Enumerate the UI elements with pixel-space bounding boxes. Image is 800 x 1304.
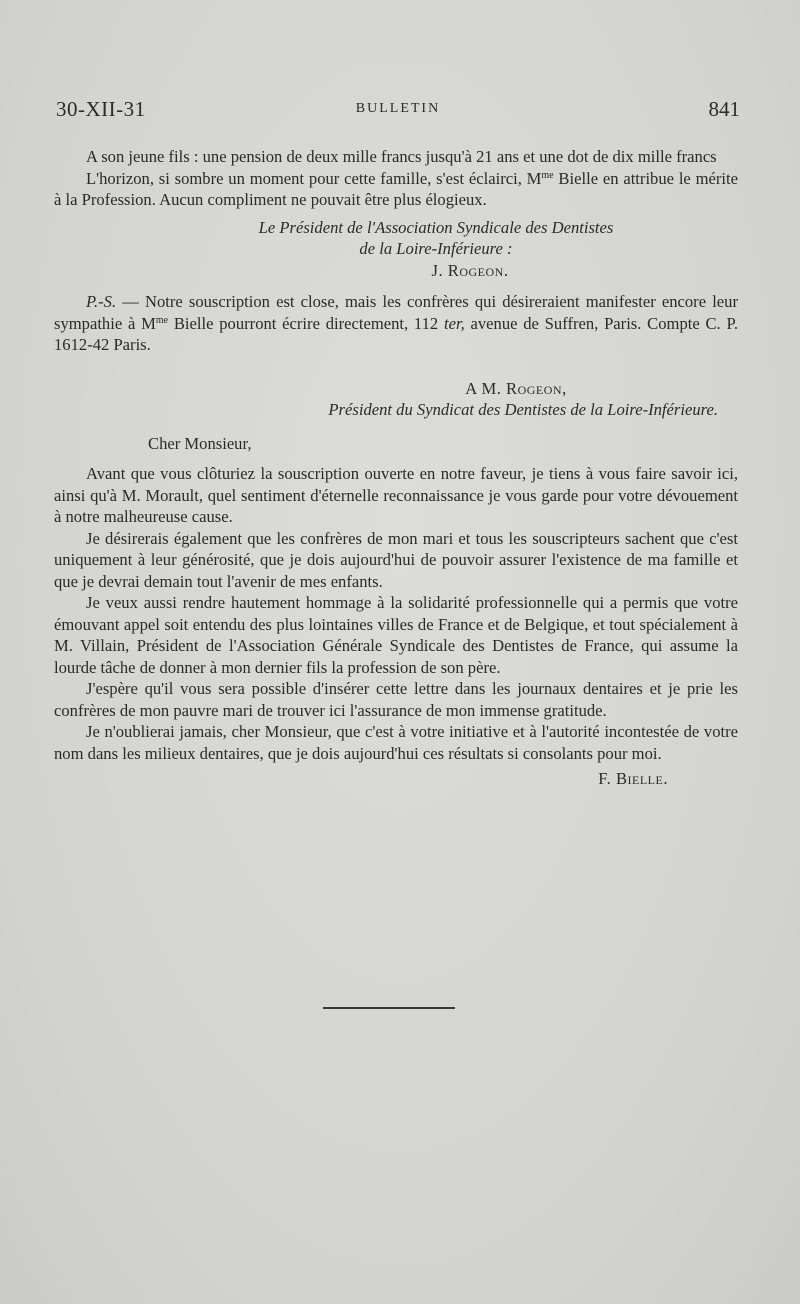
president-name: J. Rogeon.: [431, 260, 509, 280]
president-signature-line-2: de la Loire-Inférieure :: [359, 239, 513, 258]
running-header: [56, 97, 740, 127]
letter-paragraph: J'espère qu'il vous sera possible d'insérer cette lettre dans les journaux dentaires et je prie les confrères de mon pauvre mari de trouver ici l'assurance de mon immense gratitude.: [54, 679, 738, 720]
addressee-title: Président du Syndicat des Dentistes de la Loire-Inférieure.: [328, 400, 718, 419]
signature: F. Bielle.: [598, 769, 668, 788]
page-body: [54, 146, 738, 790]
letter-paragraph: Je désirerais également que les confrères de mon mari et tous les souscripteurs sachent que c'est uniquement à leur générosité, que je dois aujourd'hui de pouvoir assurer l'existence de ma famille et que je devrai demain tout l'avenir de mes enfants.: [54, 528, 738, 591]
header-date: 30-XII-31: [56, 97, 146, 121]
paragraph-pension: A son jeune fils : une pension de deux mille francs jusqu'à 21 ans et une dot de dix mille francs: [86, 147, 717, 166]
salutation: Cher Monsieur,: [148, 433, 252, 453]
letter-paragraph: Je veux aussi rendre hautement hommage à la solidarité professionnelle qui a permis que votre émouvant appel soit entendu des plus lointaines villes de France et de Belgique, et tout spécialement à M. Villain, Président de l'Association Générale Syndicale des Dentistes de France, qui assume la lourde tâche de donner à mon dernier fils la profession de son père.: [54, 593, 738, 677]
section-divider: [323, 1007, 455, 1009]
postscript: P.-S. — Notre souscription est close, mais les confrères qui désireraient manifester encore leur sympathie à $M^{me}$ Bielle pourront écrire directement, 112 ter, avenue de Suffren, Paris. Compte C. P. 1612-42 Paris.: [54, 292, 739, 354]
paragraph-horizon: L'horizon, si sombre un moment pour cette famille, s'est éclairci, $M^{me}$ Bielle en attribue le mérite à la Profession. Aucun compliment ne pouvait être plus élogieux.: [54, 168, 738, 209]
letter-paragraph: Avant que vous clôturiez la souscription ouverte en notre faveur, je tiens à vous faire savoir ici, ainsi qu'à M. Morault, quel sentiment d'éternelle reconnaissance je vous garde pour votre dévouement à notre malheureuse cause.: [54, 464, 738, 526]
header-title: BULLETIN: [355, 101, 441, 116]
addressee: A M. Rogeon,: [465, 378, 567, 398]
page-number: 841: [708, 97, 740, 121]
letter-body: [54, 463, 738, 764]
president-signature-line-1: Le Président de l'Association Syndicale des Dentistes: [258, 217, 614, 237]
letter-paragraph: Je n'oublierai jamais, cher Monsieur, que c'est à votre initiative et à l'autorité incontestée de votre nom dans les milieux dentaires, que je dois aujourd'hui ces résultats si consolants pour moi.: [54, 722, 738, 763]
